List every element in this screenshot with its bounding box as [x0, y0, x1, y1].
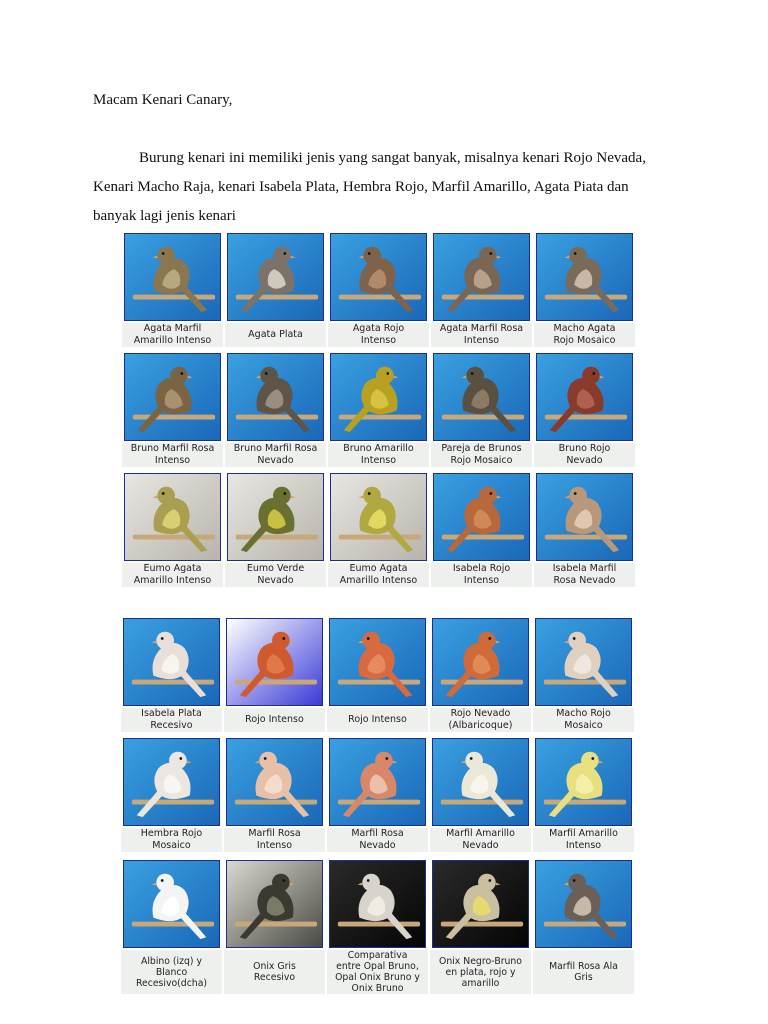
canary-bird-illustration: [330, 619, 425, 705]
canary-photo: [535, 860, 632, 948]
canary-tile: [532, 738, 635, 860]
canary-bird-illustration: [227, 861, 322, 947]
canary-tile: [224, 473, 327, 593]
canary-tile: [223, 860, 326, 1000]
canary-photo: [536, 233, 633, 321]
canary-caption: Agata Marfil Rosa Intenso: [431, 323, 532, 347]
canary-tile: [326, 860, 429, 1000]
canary-bird-illustration: [125, 474, 220, 560]
canary-bird-illustration: [536, 861, 631, 947]
canary-tile: [533, 353, 636, 473]
canary-tile: [532, 618, 635, 738]
canary-photo: [226, 860, 323, 948]
canary-caption: Eumo Agata Amarillo Intenso: [328, 563, 429, 587]
canary-photo: [123, 860, 220, 948]
canary-caption: Eumo Verde Nevado: [225, 563, 326, 587]
canary-bird-illustration: [433, 619, 528, 705]
canary-bird-illustration: [228, 474, 323, 560]
canary-photo: [330, 473, 427, 561]
canary-tile: [121, 353, 224, 473]
canary-photo: [433, 233, 530, 321]
canary-caption: Marfil Amarillo Nevado: [430, 828, 531, 852]
canary-bird-illustration: [537, 474, 632, 560]
canary-photo: [329, 860, 426, 948]
canary-tile: [327, 233, 430, 353]
canary-tile: [430, 353, 533, 473]
canary-tile: [430, 473, 533, 593]
canary-bird-illustration: [331, 474, 426, 560]
canary-caption: Bruno Marfil Rosa Intenso: [122, 443, 223, 467]
canary-tile: [121, 233, 224, 353]
document-heading: Macam Kenari Canary,: [93, 92, 233, 108]
canary-bird-illustration: [536, 739, 631, 825]
canary-tile: [327, 473, 430, 593]
canary-photo: [432, 618, 529, 706]
canary-caption: Bruno Rojo Nevado: [534, 443, 635, 467]
canary-caption: Macho Agata Rojo Mosaico: [534, 323, 635, 347]
canary-caption: Onix Gris Recesivo: [224, 950, 325, 994]
canary-bird-illustration: [433, 861, 528, 947]
canary-caption: Marfil Amarillo Intenso: [533, 828, 634, 852]
canary-caption: Bruno Marfil Rosa Nevado: [225, 443, 326, 467]
canary-tile: [326, 618, 429, 738]
canary-caption: Hembra Rojo Mosaico: [121, 828, 222, 852]
canary-caption: Marfil Rosa Ala Gris: [533, 950, 634, 994]
canary-tile: [326, 738, 429, 860]
canary-bird-illustration: [125, 354, 220, 440]
canary-caption: Rojo Intenso: [224, 708, 325, 732]
canary-bird-illustration: [434, 234, 529, 320]
canary-bird-illustration: [227, 739, 322, 825]
canary-caption: Bruno Amarillo Intenso: [328, 443, 429, 467]
canary-photo: [227, 353, 324, 441]
canary-photo: [432, 860, 529, 948]
canary-bird-illustration: [536, 619, 631, 705]
canary-tile: [532, 860, 635, 1000]
canary-bird-illustration: [124, 619, 219, 705]
canary-caption: Albino (izq) y Blanco Recesivo(dcha): [121, 950, 222, 994]
canary-caption: Comparativa entre Opal Bruno, Opal Onix Bruno y Onix Bruno: [327, 950, 428, 994]
canary-photo: [535, 738, 632, 826]
canary-bird-illustration: [330, 739, 425, 825]
canary-bird-illustration: [124, 739, 219, 825]
canary-bird-illustration: [434, 354, 529, 440]
canary-photo: [536, 353, 633, 441]
canary-tile: [120, 618, 223, 738]
canary-bird-illustration: [537, 354, 632, 440]
canary-caption: Eumo Agata Amarillo Intenso: [122, 563, 223, 587]
canary-bird-illustration: [331, 234, 426, 320]
canary-photo: [536, 473, 633, 561]
canary-caption: Rojo Nevado (Albaricoque): [430, 708, 531, 732]
canary-bird-illustration: [227, 619, 322, 705]
canary-tile: [224, 353, 327, 473]
canary-bird-illustration: [330, 861, 425, 947]
canary-tile: [430, 233, 533, 353]
canary-photo: [329, 618, 426, 706]
canary-caption: Isabela Rojo Intenso: [431, 563, 532, 587]
document-paragraph: Burung kenari ini memiliki jenis yang sangat banyak, misalnya kenari Rojo Nevada, Kenari Macho Raja, kenari Isabela Plata, Hembra Rojo, Marfil Amarillo, Agata Piata dan banyak lagi jenis kenari: [93, 150, 646, 224]
canary-bird-illustration: [331, 354, 426, 440]
canary-caption: Agata Plata: [225, 323, 326, 347]
canary-tile: [327, 353, 430, 473]
canary-photo: [123, 618, 220, 706]
canary-bird-illustration: [537, 234, 632, 320]
canary-photo: [432, 738, 529, 826]
canary-photo: [124, 473, 221, 561]
canary-tile: [120, 738, 223, 860]
canary-bird-illustration: [433, 739, 528, 825]
canary-tile: [429, 860, 532, 1000]
canary-photo: [124, 353, 221, 441]
canary-photo: [226, 738, 323, 826]
canary-caption: Agata Marfil Amarillo Intenso: [122, 323, 223, 347]
canary-bird-illustration: [228, 354, 323, 440]
canary-caption: Macho Rojo Mosaico: [533, 708, 634, 732]
canary-photo: [433, 353, 530, 441]
canary-tile: [121, 473, 224, 593]
canary-tile: [429, 738, 532, 860]
canary-caption: Onix Negro-Bruno en plata, rojo y amarillo: [430, 950, 531, 994]
canary-photo: [433, 473, 530, 561]
canary-caption: Marfil Rosa Intenso: [224, 828, 325, 852]
canary-photo: [330, 233, 427, 321]
canary-gallery-top: [121, 233, 636, 593]
canary-gallery-bottom: [120, 618, 635, 1000]
canary-caption: Agata Rojo Intenso: [328, 323, 429, 347]
canary-tile: [223, 738, 326, 860]
canary-tile: [533, 233, 636, 353]
canary-photo: [123, 738, 220, 826]
canary-bird-illustration: [434, 474, 529, 560]
canary-tile: [120, 860, 223, 1000]
canary-tile: [429, 618, 532, 738]
canary-photo: [329, 738, 426, 826]
canary-tile: [223, 618, 326, 738]
canary-caption: Pareja de Brunos Rojo Mosaico: [431, 443, 532, 467]
canary-photo: [330, 353, 427, 441]
canary-caption: Isabela Marfil Rosa Nevado: [534, 563, 635, 587]
canary-tile: [224, 233, 327, 353]
canary-caption: Marfil Rosa Nevado: [327, 828, 428, 852]
canary-photo: [227, 473, 324, 561]
canary-photo: [226, 618, 323, 706]
canary-bird-illustration: [228, 234, 323, 320]
canary-bird-illustration: [124, 861, 219, 947]
canary-photo: [227, 233, 324, 321]
canary-caption: Isabela Plata Recesivo: [121, 708, 222, 732]
canary-caption: Rojo Intenso: [327, 708, 428, 732]
canary-tile: [533, 473, 636, 593]
canary-photo: [535, 618, 632, 706]
canary-bird-illustration: [125, 234, 220, 320]
canary-photo: [124, 233, 221, 321]
